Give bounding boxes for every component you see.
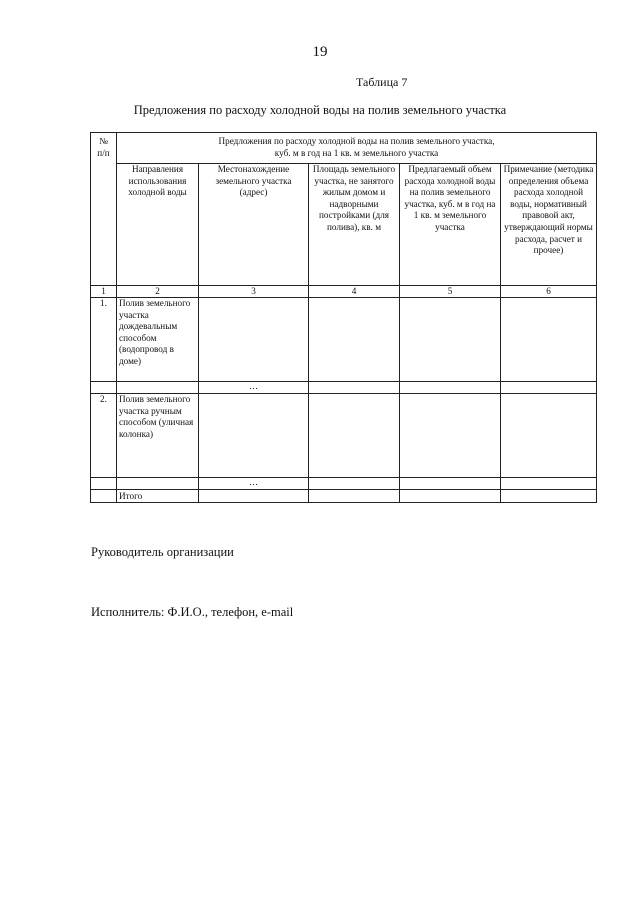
note-cell [501,298,597,382]
total-label: Итого [117,490,199,503]
manager-signature-line: Руководитель организации [91,545,234,559]
empty-cell [117,382,199,394]
column-number: 6 [501,286,597,298]
empty-cell [309,490,400,503]
volume-cell [400,298,501,382]
column-header: Примечание (методика определения объема расхода холодной воды, нормативный правовой акт, утверждающий нормы расхода, расчет и прочее) [501,164,597,286]
row-label: Полив земельного участка дождевальным способом (водопровод в доме) [117,298,199,382]
empty-cell [117,478,199,490]
column-number: 1 [91,286,117,298]
empty-cell [309,382,400,394]
empty-cell [501,490,597,503]
header-num-cell: № п/п [91,133,117,286]
address-cell [199,298,309,382]
row-number: 2. [91,394,117,478]
column-number: 4 [309,286,400,298]
table-label: Таблица 7 [356,75,408,89]
total-row [91,490,597,503]
document-title: Предложения по расходу холодной воды на полив земельного участка [133,103,507,117]
table-header-row [91,133,597,164]
ellipsis-row [91,382,597,394]
empty-cell [501,382,597,394]
table-row [91,298,597,382]
column-number: 5 [400,286,501,298]
column-number: 3 [199,286,309,298]
column-header: Местонахождение земельного участка (адрес) [199,164,309,286]
header-group-cell: Предложения по расходу холодной воды на полив земельного участка, куб. м в год на 1 кв. м земельного участка [117,133,597,164]
executor-line: Исполнитель: Ф.И.О., телефон, e-mail [91,605,294,619]
address-cell [199,394,309,478]
row-label: Полив земельного участка ручным способом (уличная колонка) [117,394,199,478]
column-number: 2 [117,286,199,298]
volume-cell [400,394,501,478]
empty-cell [91,490,117,503]
area-cell [309,298,400,382]
empty-cell [199,490,309,503]
empty-cell [400,478,501,490]
ellipsis: … [199,382,309,394]
column-number-row [91,286,597,298]
column-header: Направления использования холодной воды [117,164,199,286]
note-cell [501,394,597,478]
table-subheader-row [91,164,597,286]
column-header: Предлагаемый объем расхода холодной воды на полив земельного участка, куб. м в год на 1 кв. м земельного участка [400,164,501,286]
area-cell [309,394,400,478]
water-consumption-table [90,132,597,503]
table-row [91,394,597,478]
column-header: Площадь земельного участка, не занятого жилым домом и надворными постройками (для полива), кв. м [309,164,400,286]
empty-cell [501,478,597,490]
ellipsis-row [91,478,597,490]
empty-cell [91,478,117,490]
page-number: 19 [312,44,328,60]
empty-cell [400,382,501,394]
ellipsis: … [199,478,309,490]
row-number: 1. [91,298,117,382]
empty-cell [309,478,400,490]
empty-cell [91,382,117,394]
empty-cell [400,490,501,503]
